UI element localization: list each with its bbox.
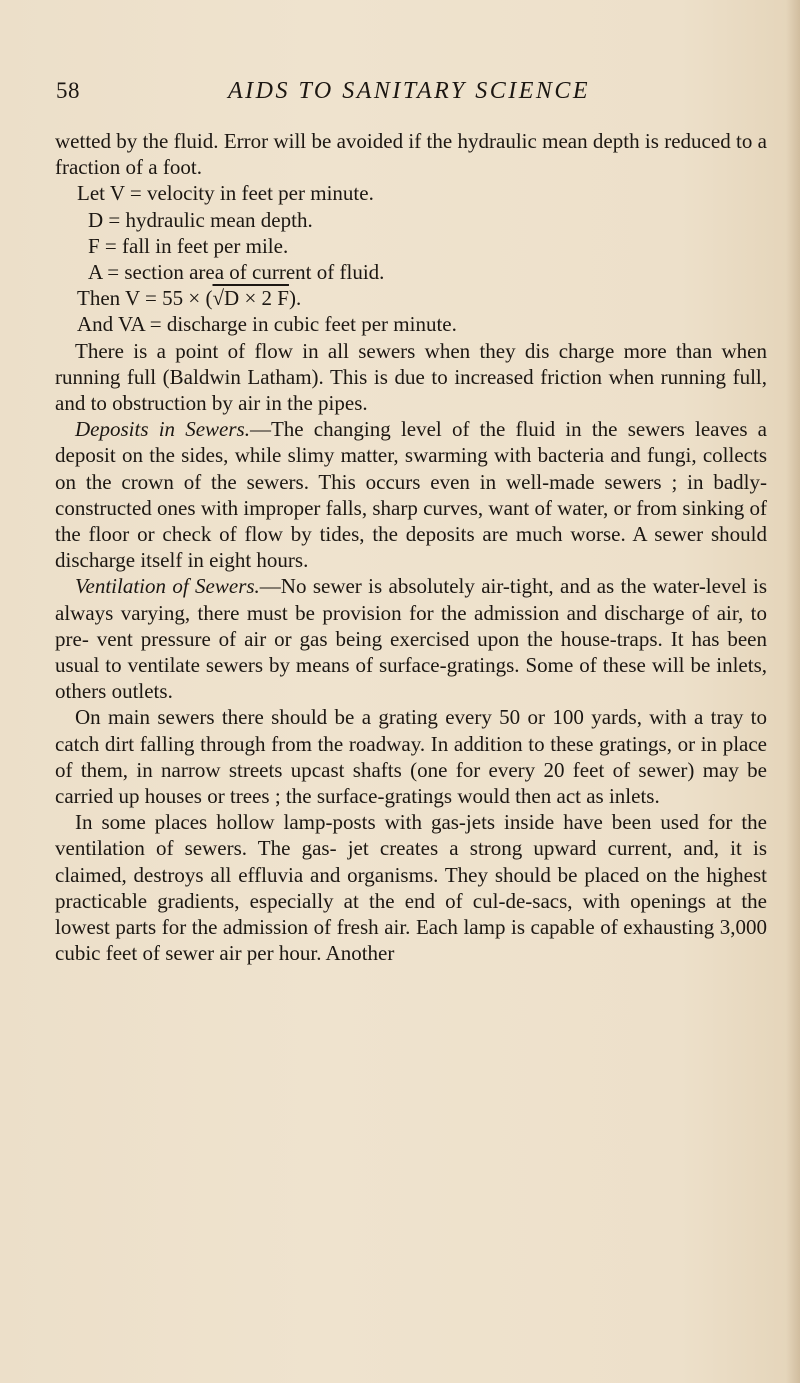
paragraph-continued: wetted by the fluid. Error will be avoided if the hydraulic mean depth is reduced to a fraction of a foot. <box>55 129 767 180</box>
paragraph-deposits-body: —The changing level of the fluid in the sewers leaves a deposit on the sides, while slimy matter, swarming with bacteria and fungi, collects on the crown of the sewers. This occurs even in well-made sewers ; in badly-constructed ones with improper falls, sharp curves, want of water, or from sinking of the floor or check of flow by tides, the deposits are much worse. A sewer should discharge itself in eight hours. <box>55 417 767 573</box>
equation-suffix: ). <box>288 286 302 311</box>
subheading-deposits: Deposits in Sewers. <box>75 417 250 442</box>
paragraph-flow: There is a point of flow in all sewers when they dis charge more than when running full (Baldwin Latham). This is due to increased friction when running full, and to obstruction by air in the pipes. <box>55 338 767 416</box>
formula-line-velocity: Let V = velocity in feet per minute. <box>77 181 374 206</box>
equation-radical: √D × 2 F <box>212 286 289 311</box>
paragraph-lamp-posts: In some places hollow lamp-posts with gas-jets inside have been used for the ventilation of sewers. The gas- jet creates a strong upward current, and, it is claimed, destroys all effluvia and organisms. They should be placed on the highest practicable gradients, especially at the end of cul-de-sacs, with openings at the lowest parts for the admission of fresh air. Each lamp is capable of exhausting 3,000 cubic feet of sewer air per hour. Another <box>55 810 767 966</box>
paragraph-ventilation-body: —No sewer is absolutely air-tight, and as the water-level is always varying, there must be provision for the admission and discharge of air, to pre- vent pressure of air or gas being exercised upon the house-traps. It has been usual to ventilate sewers by means of surface-gratings. Some of these will be inlets, others outlets. <box>55 574 767 704</box>
formula-line-section: A = section area of current of fluid. <box>88 260 385 285</box>
subheading-ventilation: Ventilation of Sewers. <box>75 574 260 599</box>
paragraph-deposits <box>55 416 767 573</box>
running-title: AIDS TO SANITARY SCIENCE <box>228 78 591 104</box>
page-edge-shadow <box>786 0 800 1383</box>
page-number: 58 <box>56 78 80 103</box>
formula-line-discharge: And VA = discharge in cubic feet per minute. <box>77 312 457 337</box>
formula-line-fall: F = fall in feet per mile. <box>88 233 289 258</box>
paragraph-ventilation <box>55 573 767 704</box>
paragraph-main-sewers: On main sewers there should be a grating every 50 or 100 yards, with a tray to catch dirt falling through from the roadway. In addition to these gratings, or in place of them, in narrow streets upcast shafts (one for every 20 feet of sewer) may be carried up houses or trees ; the surface-gratings would then act as inlets. <box>55 705 767 809</box>
body-text <box>55 128 767 967</box>
formula-line-depth: D = hydraulic mean depth. <box>88 207 313 232</box>
page-header <box>0 78 800 112</box>
formula-line-equation <box>77 285 767 311</box>
formula-block <box>55 180 767 337</box>
equation-prefix: Then V = 55 × ( <box>77 286 213 311</box>
